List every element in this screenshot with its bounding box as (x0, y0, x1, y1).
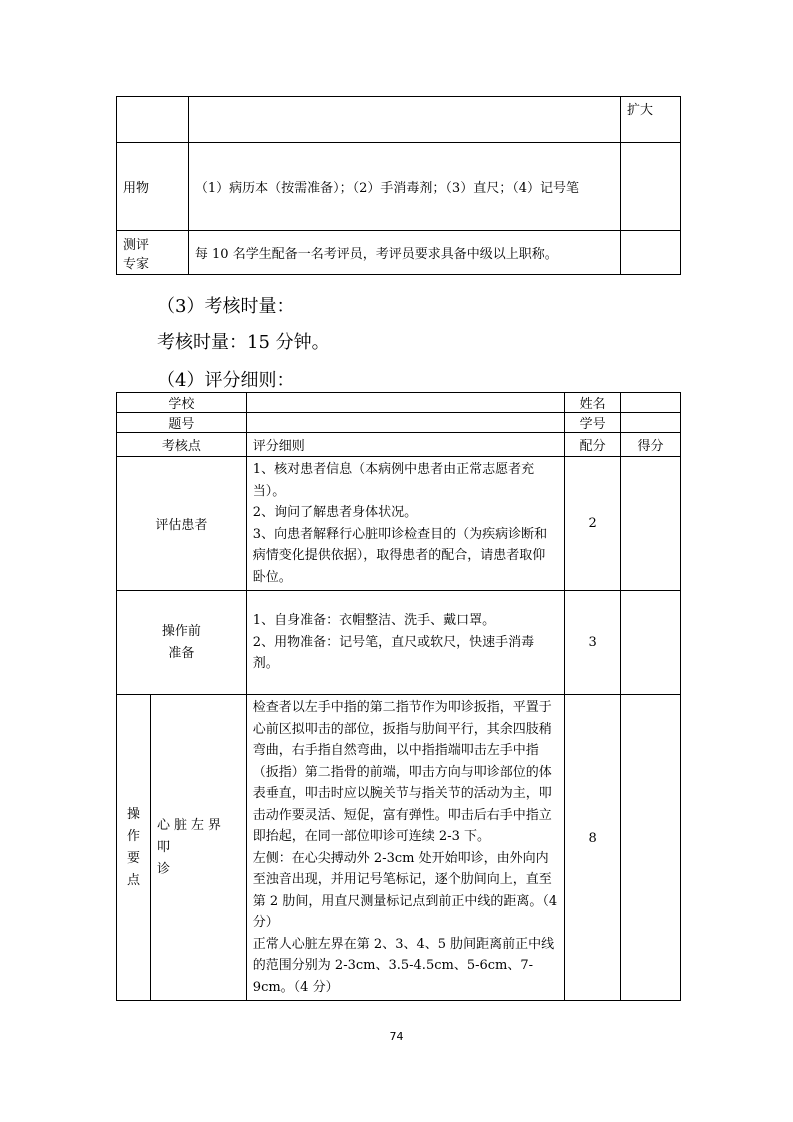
student-id-value (621, 413, 681, 433)
name-label: 姓名 (565, 393, 621, 413)
col-header-got: 得分 (621, 433, 681, 457)
label-line: 专家 (123, 256, 150, 272)
score-cell: 2 (565, 457, 621, 591)
group-char: 操 (126, 806, 140, 822)
table-row (117, 143, 681, 231)
subpoint-line: 诊 (156, 861, 170, 877)
table-row (117, 97, 681, 143)
subpoint-cell (150, 695, 246, 1001)
point-cell: 评估患者 (117, 457, 247, 591)
col-header-point: 考核点 (117, 433, 247, 457)
score-cell: 3 (565, 591, 621, 695)
group-char: 点 (126, 872, 140, 888)
label-line: 测评 (123, 237, 150, 253)
topic-value (246, 413, 564, 433)
table-row (117, 231, 681, 275)
row-content (188, 97, 620, 143)
time-text: 考核时量：15 分钟。 (157, 332, 330, 353)
score-cell: 8 (565, 695, 621, 1001)
table-header-row (117, 433, 681, 457)
materials-table (116, 96, 681, 275)
section-heading-time: （3）考核时量： (157, 296, 295, 317)
detail-cell: 1、自身准备：衣帽整洁、洗手、戴口罩。 2、用物准备：记号笔，直尺或软尺，快速手消毒剂。 (246, 591, 564, 695)
point-cell (117, 591, 247, 695)
subpoint-line: 心脏左界叩 (156, 817, 225, 855)
col-header-score: 配分 (565, 433, 621, 457)
row-label: 用物 (117, 143, 189, 231)
table-row (117, 457, 681, 591)
row-label (117, 231, 189, 275)
table-row (117, 393, 681, 413)
school-value (246, 393, 564, 413)
detail-cell: 检查者以左手中指的第二指节作为叩诊扳指，平置于心前区拟叩击的部位，扳指与肋间平行，其余四肢稍弯曲，右手指自然弯曲，以中指指端叩击左手中指（扳指）第二指骨的前端，叩击方向与叩诊部位的体表垂直，叩击时应以腕关节与指关节的活动为主，叩击动作要灵活、短促，富有弹性。叩击后右手中指立即抬起，在同一部位叩诊可连续 2-3 下。 左侧：在心尖搏动外 2-3cm 处开始叩诊，由外向内至浊音出现，并用记号笔标记，逐个肋间向上，直至第 2 肋间，用直尺测量标记点到前正中线的距离。（4 分） 正常人心脏左界在第 2、3、4、5 肋间距离前正中线的范围分别为 2-3cm、3.5-4.5cm、5-6cm、7-9cm。（4 分） (246, 695, 564, 1001)
col-header-detail: 评分细则 (246, 433, 564, 457)
row-note (621, 231, 681, 275)
name-value (621, 393, 681, 413)
group-char: 要 (126, 850, 140, 866)
got-cell (621, 695, 681, 1001)
table-row (117, 591, 681, 695)
row-note: 扩大 (621, 97, 681, 143)
table-row (117, 695, 681, 1001)
group-char: 作 (126, 828, 140, 844)
row-content: 每 10 名学生配备一名考评员，考评员要求具备中级以上职称。 (188, 231, 620, 275)
topic-label: 题号 (117, 413, 247, 433)
table-row (117, 413, 681, 433)
section-heading-scoring: （4）评分细则： (157, 370, 295, 391)
got-cell (621, 591, 681, 695)
point-line: 操作前 (161, 623, 201, 639)
student-id-label: 学号 (565, 413, 621, 433)
page-number: 74 (389, 1030, 404, 1043)
got-cell (621, 457, 681, 591)
row-note (621, 143, 681, 231)
school-label: 学校 (117, 393, 247, 413)
point-line: 准备 (168, 645, 195, 661)
row-label (117, 97, 189, 143)
group-cell (117, 695, 151, 1001)
row-content: （1）病历本（按需准备）；（2）手消毒剂；（3）直尺；（4）记号笔 (188, 143, 620, 231)
scoring-table (116, 392, 681, 1001)
detail-cell: 1、核对患者信息（本病例中患者由正常志愿者充当）。 2、询问了解患者身体状况。 3、向患者解释行心脏叩诊检查目的（为疾病诊断和病情变化提供依据），取得患者的配合，请患者取仰卧位。 (246, 457, 564, 591)
